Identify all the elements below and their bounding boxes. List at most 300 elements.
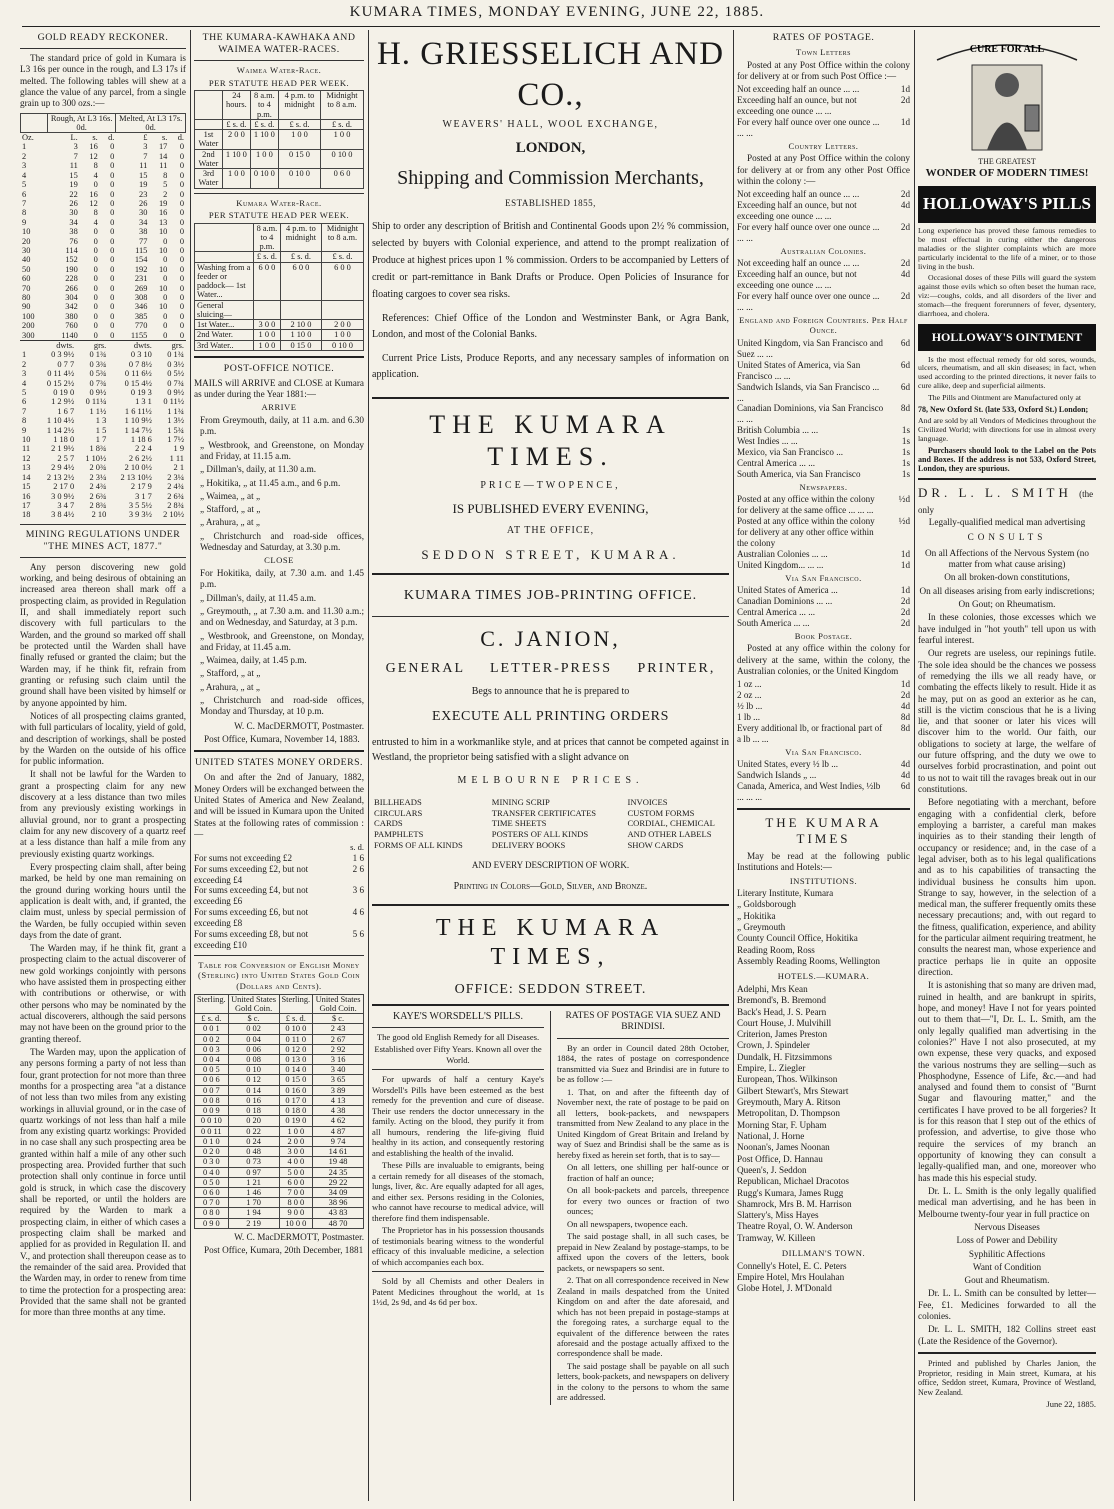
table-cell: 12 bbox=[89, 151, 98, 161]
institution-item: Assembly Reading Rooms, Wellington bbox=[737, 956, 881, 967]
close-list bbox=[194, 568, 364, 718]
kaye-pills-subtitle: The good old English Remedy for all Diseases. bbox=[376, 1031, 540, 1042]
table-cell: 0 bbox=[93, 227, 98, 237]
griesselich-references: References: Chief Office of the London and Westminster Bank, or Agra Bank, London, and most of the Colonial Banks. bbox=[372, 312, 729, 340]
table-cell: 0 bbox=[163, 321, 168, 331]
table-cell: 1 3½ bbox=[167, 416, 184, 426]
table-cell: 9 bbox=[22, 217, 27, 227]
table-cell: 4 62 bbox=[313, 1116, 364, 1126]
table-cell: 0 19 3 bbox=[130, 388, 152, 398]
table-cell: 2 1 bbox=[173, 463, 184, 473]
via-san-francisco-heading: Via San Francisco. bbox=[785, 572, 862, 583]
hotel-item: Shamrock, Mrs B. M. Harrison bbox=[737, 1198, 852, 1209]
mining-paragraph: The Warden may, upon the application of any persons forming a party of not less than four, grant protection for not more than three months for a prospecting area "at a distance of not less than two miles from any existing workings in alluvial ground, or in the case of quartz workings of not less than half a mile from any existing quartz workings: Provided in no case shall any such prospecting area be granted within half a mile of any other such prospecting area. Provided further that such protection shall only continue in force until gold is struck, in which case the discovery shall be reported, or until the holders are required by the Warden to mark a prospecting claim, in either of which cases a prospecting claim shall be marked and applied for as provided in Regulation II. and V., and protection shall thereupon cease as to the remainder of the said area. Provided that the Warden may, in order to renew from time to time the protection for a prospecting area: Provided that the same shall not be granted for more than three months at any time. bbox=[20, 1046, 186, 1318]
table-cell: 0 16 0 bbox=[279, 1085, 313, 1095]
town-letters-intro: Posted at any Post Office within the colony for delivery at or from such Post Office :— bbox=[737, 59, 910, 81]
rate-label: For sums not exceeding £2 bbox=[194, 852, 292, 863]
table-row bbox=[195, 1054, 364, 1064]
table-cell: 10 bbox=[22, 435, 31, 445]
money-orders-title: UNITED STATES MONEY ORDERS. bbox=[194, 757, 363, 769]
greatest-text: THE GREATEST bbox=[978, 157, 1036, 166]
table-cell: 192 bbox=[134, 264, 148, 274]
table-cell: 1 0 0 bbox=[321, 330, 363, 340]
table-cell: 4 bbox=[93, 217, 98, 227]
holloway-ointment-banner: HOLLOWAY'S OINTMENT bbox=[918, 324, 1096, 351]
book-postage-heading: Book Postage. bbox=[794, 630, 853, 641]
table-cell: 0 02 bbox=[228, 1024, 279, 1034]
rate-value: 4 6 bbox=[352, 907, 364, 918]
table-cell: 0 bbox=[179, 255, 184, 265]
rate-value: 8d bbox=[900, 712, 910, 723]
table-row bbox=[195, 1157, 364, 1167]
rate-value: 2d bbox=[900, 690, 910, 701]
column-advertisements bbox=[372, 30, 729, 1501]
suez-title: RATES OF POSTAGE VIA SUEZ AND BRINDISI. bbox=[565, 1010, 721, 1033]
table-cell: 7 bbox=[143, 151, 148, 161]
table-row bbox=[20, 416, 186, 425]
table-cell: 77 bbox=[139, 236, 148, 246]
table-cell: 0 16 bbox=[228, 1095, 279, 1105]
table-row bbox=[20, 293, 186, 302]
table-cell: 0 bbox=[93, 274, 98, 284]
table-row bbox=[20, 463, 186, 472]
money-orders-intro: On and after the 2nd of January, 1882, Money Orders will be exchanged between the United States of America and New Zealand, and will be issued in Kumara upon the United States at the following rates of commission :— bbox=[194, 772, 364, 839]
table-cell: 1 14 7½ bbox=[124, 425, 152, 435]
table-cell: 3 89 bbox=[313, 1085, 364, 1095]
hotel-item: National, J. Horne bbox=[737, 1130, 805, 1141]
table-cell: 10 bbox=[22, 227, 31, 237]
rate-value: 6d bbox=[900, 781, 910, 792]
table-cell: 0 2 0 bbox=[195, 1147, 229, 1157]
kumara-times-office: OFFICE: SEDDON STREET. bbox=[454, 981, 647, 997]
rate-value: 2d bbox=[900, 607, 910, 618]
table-cell: 0 10 0 bbox=[321, 149, 364, 168]
table-cell: 0 bbox=[179, 189, 184, 199]
table-row bbox=[195, 1126, 364, 1136]
table-row bbox=[194, 853, 364, 864]
hotel-item: Morning Star, F. Upham bbox=[737, 1119, 827, 1130]
rate-label: Exceeding half an ounce, but not exceeding one ounce ... ... bbox=[737, 200, 857, 222]
smith-text: Dr. L. L. Smith can be consulted by letter—Fee, £1. Medicines forwarded to all the colonies. bbox=[918, 1288, 1096, 1322]
table-cell: 2 8¾ bbox=[89, 500, 107, 510]
table-cell: 22 bbox=[69, 189, 78, 199]
table-cell: 2 0 0 bbox=[321, 320, 363, 330]
table-cell: 190 bbox=[65, 264, 78, 274]
table-cell: 11 bbox=[69, 161, 78, 171]
table-row bbox=[20, 312, 186, 321]
table-cell: 0 7 0 bbox=[195, 1198, 229, 1208]
treatment-item: Want of Condition bbox=[972, 1261, 1042, 1272]
table-cell: 0 0 11 bbox=[195, 1126, 229, 1136]
table-cell: 1140 bbox=[61, 330, 78, 340]
table-cell: 8 bbox=[93, 161, 98, 171]
table-cell: 19 48 bbox=[313, 1157, 364, 1167]
table-cell: 6 bbox=[22, 397, 27, 407]
rate-label: United States, every ½ lb ... bbox=[737, 759, 839, 770]
mail-arrive-line: „ Hokitika, „ at 11.45 a.m., and 6 p.m. bbox=[200, 477, 341, 488]
gold-dwt-table bbox=[20, 340, 186, 520]
table-cell: 1 46 bbox=[228, 1188, 279, 1198]
consult-item: On all Affections of the Nervous System (no matter from what cause arising) bbox=[925, 547, 1089, 570]
table-cell: 1 bbox=[22, 350, 27, 360]
australian-colonies-heading: Australian Colonies. bbox=[780, 245, 867, 256]
table-row bbox=[20, 350, 186, 359]
printing-item: DELIVERY BOOKS bbox=[491, 839, 566, 850]
table-cell: 0 bbox=[93, 245, 98, 255]
table-cell: 1 0 0 bbox=[253, 330, 280, 340]
via-san-francisco-heading-2: Via San Francisco. bbox=[785, 746, 862, 757]
table-cell: 3 bbox=[22, 161, 27, 171]
table-cell: 2 0 0 bbox=[279, 1136, 313, 1146]
table-cell: £ s. d. bbox=[321, 119, 364, 129]
table-cell: 0 bbox=[163, 255, 168, 265]
rate-label: South America ... ... bbox=[737, 617, 810, 628]
suez-text: The said postage shall, in all such cases, be prepaid in New Zealand by postage-stamps, to be affixed upon the covers of the letters, book packets, or newspapers so sent. bbox=[557, 1231, 729, 1273]
table-cell: 2 3¼ bbox=[167, 472, 184, 482]
table-cell: 0 6 0 bbox=[321, 169, 364, 188]
table-cell: 0 bbox=[110, 227, 115, 237]
table-row bbox=[20, 227, 186, 236]
smith-text: It is astonishing that so many are driven mad, ruined in health, and are bankrupt in spirits, hope, and money! Have I not for years pointed out to them that—"I, Dr. L. L. Smith, am the only legally qualified man advertising in the colonies?" Have I not also prosecuted, at my own expense, these very quacks, and exposed the various nostrums they are selling—such as Phosphodyne, Essence of Life, &c.—and had analysed and found them to consist of "Burnt Sugar and flavouring matter," and the certificates I have proved to be all forgeries? It is for this reason that I step out of the ethics of profession, and advertise, to give those who require the services of my branch an opportunity of knowing they can consult a legally-qualified man, and one, moreover who has made this his especial study. bbox=[918, 980, 1096, 1183]
table-cell: 0 bbox=[110, 208, 115, 218]
table-cell: 0 bbox=[179, 227, 184, 237]
kumara-times-title-2: THE KUMARA TIMES, bbox=[435, 914, 666, 971]
table-cell: 1 70 bbox=[228, 1198, 279, 1208]
table-cell: 2nd Water bbox=[195, 149, 223, 168]
treatment-item: Loss of Power and Debility bbox=[956, 1235, 1058, 1246]
table-cell: 0 73 bbox=[228, 1157, 279, 1167]
table-row bbox=[195, 262, 364, 300]
table-cell: 2 6 2½ bbox=[128, 453, 152, 463]
hotel-item: Connelly's Hotel, E. C. Peters bbox=[737, 1260, 847, 1271]
column-divider bbox=[914, 30, 915, 1501]
rate-value: 2d bbox=[900, 596, 910, 607]
table-cell: 2 4¾ bbox=[167, 482, 184, 492]
dillmans-heading: DILLMAN'S TOWN. bbox=[781, 1248, 866, 1259]
table-cell: 50 bbox=[22, 264, 31, 274]
cure-for-all-seal bbox=[927, 30, 1087, 155]
table-cell: 2 0¾ bbox=[89, 463, 107, 473]
table-row bbox=[737, 781, 910, 803]
table-cell: 29 22 bbox=[313, 1177, 364, 1187]
smith-text: Before negotiating with a merchant, before engaging with a confidential clerk, before employing a barrister, a careful man makes inquiries as to their standing their length of occupancy or residence; and, in the case of a legal adviser, both as to his legal qualifications and as to his capabilities of transacting the individual business he consults him upon. Strange to say, however, in the selection of a medical man, the sufferer frequently omits these necessary precautions; and, with out regard to the fitness, qualification, experience, and ability for the particular ailment requiring treatment, he consults the nearest man, whose experience and practice perhaps lie in quite an opposite direction. bbox=[918, 797, 1096, 978]
hotel-item: Post Office, D. Hannau bbox=[737, 1153, 823, 1164]
table-cell: 3 5 5½ bbox=[128, 500, 152, 510]
table-row bbox=[737, 560, 910, 571]
rate-value: 1s bbox=[901, 447, 910, 458]
holloway-pills-text: Long experience has proved these famous remedies to be most effectual in curing either the dangerous maladies or the slighter complaints which are more particularly incidental to the life of a miner, or to those living in the bush. bbox=[918, 226, 1096, 272]
rate-label: Sandwich Islands, via San Francisco ... ... bbox=[737, 381, 880, 403]
table-cell: 0 14 bbox=[228, 1085, 279, 1095]
table-header bbox=[195, 223, 254, 252]
kumara-times-price: PRICE—TWOPENCE, bbox=[480, 480, 621, 492]
printing-item: AND OTHER LABELS bbox=[627, 829, 712, 840]
table-cell: 266 bbox=[65, 283, 78, 293]
table-cell: 0 19 0 bbox=[279, 1116, 313, 1126]
table-cell: 0 bbox=[179, 311, 184, 321]
table-cell: 14 bbox=[158, 151, 168, 161]
table-cell: 0 bbox=[110, 245, 115, 255]
table-row bbox=[737, 222, 910, 244]
table-cell: 0 15 0 bbox=[280, 340, 321, 350]
mining-paragraph: Any person discovering new gold working, and being desirous of obtaining an increased area thereon shall mark off a prospecting claim, as provided in Regulation II, and shall immediately report such discovery with full particulars to the Warden, and the ground so marked off shall be protected until the Warden shall have finally refused or granted the claim; but the Warden may, if he think fit, refrain from granting or refusing such claim until the ground shall have been visited by himself or by anyone appointed by him. bbox=[20, 561, 186, 708]
kaye-pills-text: These Pills are invaluable to emigrants, being a certain remedy for all diseases of the stomach, lungs, liver, &c. Are equally adapted for all ages, and either sex. Persons residing in the Colonies, who cannot have recourse to medical advice, will therefore find them indispensable. bbox=[372, 1160, 544, 1223]
printing-item: CORDIAL, CHEMICAL bbox=[627, 818, 715, 829]
treatment-item: Nervous Diseases bbox=[974, 1221, 1040, 1232]
table-cell: 0 bbox=[163, 292, 168, 302]
table-cell: 4 0 0 bbox=[279, 1157, 313, 1167]
table-cell: 0 1¾ bbox=[89, 350, 107, 360]
griesselich-body: Ship to order any description of British and Continental Goods upon 2½ % commission, selected by buyers with Colonial experience, and attend to the prompt realization of Produce at highest prices upon 1 % commission. Orders to be accompanied by Letters of credit or part-remittance in Bank Drafts or Produce. Open Policies of Insurance for floating cargoes to cover sea risks. bbox=[372, 220, 729, 300]
table-cell: $ c. bbox=[313, 1014, 364, 1024]
table-cell: 76 bbox=[69, 236, 78, 246]
table-row bbox=[195, 130, 364, 149]
table-cell: 38 bbox=[69, 227, 78, 237]
table-cell: £ s. d. bbox=[250, 119, 278, 129]
mining-paragraph: It shall not be lawful for the Warden to grant a prospecting claim for any new discovery at a less distance than two miles from any previously existing workings in alluvial ground, nor to grant a prospecting claim for any new discovery of a quartz reef at a less distance than half a mile from any previously existing quartz workings. bbox=[20, 769, 186, 859]
dr-smith-name-text: DR. L. L. SMITH bbox=[918, 485, 1072, 501]
printing-colors: Printing in Colors—Gold, Silver, and Bronze. bbox=[453, 881, 648, 893]
rate-label: Central America ... ... bbox=[737, 607, 816, 618]
table-cell: 0 7¾ bbox=[167, 378, 184, 388]
printing-item: FORMS OF ALL KINDS bbox=[374, 839, 463, 850]
table-cell: 115 bbox=[135, 245, 148, 255]
printing-item: POSTERS OF ALL KINDS bbox=[491, 829, 589, 840]
table-cell: 0 bbox=[179, 264, 184, 274]
table-cell: 1 5¾ bbox=[167, 425, 184, 435]
table-cell: 231 bbox=[134, 274, 148, 284]
table-header: dwts. bbox=[56, 341, 75, 351]
table-row bbox=[195, 1198, 364, 1208]
table-cell: 0 bbox=[110, 170, 115, 180]
table-cell: 2 17 9 bbox=[130, 482, 152, 492]
dr-smith-advertising: Legally-qualified medical man advertising bbox=[928, 517, 1086, 528]
san-francisco-rates bbox=[737, 585, 910, 629]
table-cell: 1 10 4½ bbox=[46, 416, 75, 426]
table-cell: 1 0 0 bbox=[222, 169, 250, 188]
table-row bbox=[195, 1136, 364, 1146]
table-cell: 380 bbox=[65, 311, 78, 321]
table-cell: 0 bbox=[110, 151, 115, 161]
rate-value: 5 6 bbox=[352, 929, 364, 940]
book-postage-rates bbox=[737, 679, 910, 723]
mining-paragraph: Every prospecting claim shall, after being marked, be held by one man remaining on the ground during working hours until the application is dealt with, and, if granted, the claim must, unless by special permission of the Warden, be fully occupied within seven days from the date of grant. bbox=[20, 861, 186, 940]
table-cell: 0 bbox=[110, 274, 115, 284]
printing-item: CARDS bbox=[374, 818, 403, 829]
table-cell: 3 4 7 bbox=[57, 500, 75, 510]
table-row bbox=[20, 407, 186, 416]
rate-label: 2 oz ... bbox=[737, 690, 762, 701]
table-row bbox=[194, 929, 364, 951]
table-cell: 0 14 0 bbox=[279, 1065, 313, 1075]
table-header: 24 hours. bbox=[222, 91, 250, 120]
table-row bbox=[20, 246, 186, 255]
institution-item: Reading Room, Ross bbox=[737, 944, 815, 955]
kumara-race-table bbox=[194, 223, 364, 351]
table-row bbox=[737, 425, 910, 436]
table-cell: 9 bbox=[22, 425, 27, 435]
table-cell: 1 10 0 bbox=[280, 330, 321, 340]
table-cell: 6 bbox=[22, 189, 27, 199]
holloway-pills-text2: Occasional doses of these Pills will guard the system against those evils which so often beset the human race, viz:—coughs, colds, and all disorders of the liver and stomach—the frequent forerunners of fever, dysentery, diarrhoea, and cholera. bbox=[918, 273, 1096, 318]
kumara-times-title: THE KUMARA TIMES. bbox=[429, 409, 672, 471]
hotels-list bbox=[737, 984, 910, 1244]
table-cell: General sluicing— bbox=[195, 300, 254, 319]
mail-arrive-line: „ Waimea, „ at „ bbox=[200, 490, 261, 501]
gold-oz-table: Oz. L. s. d. £ s. d. 1 3 16 0 3 17 0 2 7 12 0 7 14 0 3 11 8 0 11 11 0 4 15 4 0 15 8 0 5 19 0 0 19 5 0 6 22 16 0 23 2 0 7 26 12 0 26 19 0 8 30 8 0 30 16 0 9 34 4 0 34 13 0 10 38 0 0 38 10 0 20 76 0 0 77 0 0 30 114 0 0 115 10 0 40 152 0 0 154 0 0 50 190 0 0 192 10 0 60 228 0 0 231 0 0 70 266 0 0 269 10 0 80 304 0 0 308 0 0 90 342 0 0 346 10 0 100 380 0 0 385 0 0 200 760 0 0 770 0 0 300 1140 0 0 1155 0 0 bbox=[22, 133, 184, 340]
mining-regulations-title: MINING REGULATIONS UNDER "THE MINES ACT, 1877." bbox=[25, 528, 181, 552]
table-cell: 0 10 0 bbox=[321, 340, 363, 350]
table-row bbox=[737, 291, 910, 313]
table-cell: 0 15 4½ bbox=[124, 378, 152, 388]
mail-arrive-line: From Greymouth, daily, at 11 a.m. and 6.30 p.m. bbox=[200, 414, 364, 437]
kumara-times-read-title: THE KUMARA TIMES bbox=[765, 815, 882, 846]
table-row bbox=[195, 340, 364, 350]
rate-value: 1s bbox=[901, 436, 910, 447]
job-printing-title: KUMARA TIMES JOB-PRINTING OFFICE. bbox=[403, 588, 698, 604]
table-cell: 11 bbox=[159, 161, 168, 171]
suez-rate: On all book-packets and parcels, threepence for every two ounces or fraction of two ounces; bbox=[567, 1185, 729, 1217]
table-cell: 70 bbox=[22, 283, 31, 293]
manufactured-text: The Pills and Ointment are Manufactured only at bbox=[928, 393, 1082, 403]
table-row bbox=[20, 492, 186, 501]
table-cell: 0 1 0 bbox=[195, 1136, 229, 1146]
mail-arrive-line: „ Westbrook, and Greenstone, on Monday and Friday, at 11.15 a.m. bbox=[200, 439, 364, 461]
table-cell: 19 bbox=[139, 180, 148, 190]
table-cell: 2 5 7 bbox=[57, 453, 75, 463]
table-header: Sterling. bbox=[195, 994, 229, 1013]
table-cell: 0 15 0 bbox=[278, 149, 320, 168]
table-cell: 13 bbox=[158, 217, 168, 227]
table-cell: 5 bbox=[22, 180, 27, 190]
table-cell: 19 bbox=[69, 180, 78, 190]
printing-item: PAMPHLETS bbox=[374, 829, 424, 840]
consult-item: On all diseases arising from early indiscretions; bbox=[919, 585, 1095, 596]
table-cell: 0 11 4½ bbox=[47, 369, 75, 379]
conversion-table bbox=[194, 994, 364, 1229]
table-cell bbox=[20, 341, 36, 351]
table-row bbox=[737, 189, 910, 200]
table-cell: 3 bbox=[73, 142, 78, 152]
table-cell bbox=[195, 119, 223, 129]
table-cell: 1 0 0 bbox=[250, 149, 278, 168]
rate-label: United Kingdom... ... ... bbox=[737, 559, 824, 570]
rate-value: 1d bbox=[900, 559, 910, 570]
manufactured-address: 78, New Oxford St. (late 533, Oxford St.) London; bbox=[918, 404, 1089, 414]
kaye-pills-text: The Proprietor has in his possession thousands of testimonials bearing witness to the wonderful efficacy of this invaluable medicine, a selection of which accompanies each box. bbox=[372, 1225, 544, 1267]
table-cell: 0 bbox=[179, 161, 184, 171]
table-cell: 0 bbox=[179, 236, 184, 246]
postmaster-signature-2: W. C. MacDERMOTT, Postmaster. bbox=[234, 1231, 364, 1242]
mail-close-line: „ Christchurch and road-side offices, Monday and Thursday, at 10 p.m. bbox=[200, 695, 364, 717]
table-cell: 2 10 0½ bbox=[124, 463, 152, 473]
country-letters-rates bbox=[737, 189, 910, 244]
table-cell: 0 bbox=[110, 217, 115, 227]
table-row bbox=[737, 679, 910, 690]
rate-label: For every half ounce over one ounce ... ... ... bbox=[737, 291, 880, 312]
table-cell: £ s. d. bbox=[195, 1014, 229, 1024]
table-cell: 2 67 bbox=[313, 1034, 364, 1044]
janion-name: C. JANION, bbox=[480, 626, 621, 652]
table-cell: 3 40 bbox=[313, 1065, 364, 1075]
rate-value: 1s bbox=[901, 468, 910, 479]
table-row bbox=[20, 379, 186, 388]
table-row bbox=[737, 712, 910, 723]
table-cell: 4 13 bbox=[313, 1095, 364, 1105]
table-cell: 14 bbox=[22, 472, 31, 482]
table-cell: 2 2 4 bbox=[135, 444, 152, 454]
mining-paragraph: Notices of all prospecting claims granted, with full particulars of locality, yield of gold, and description of workings, shall be posted by the Warden on the outside of his office for public information. bbox=[20, 710, 186, 767]
suez-rate: On all letters, one shilling per half-ounce or fraction of half an ounce; bbox=[567, 1162, 729, 1183]
janion-begs: Begs to announce that he is prepared to bbox=[471, 685, 630, 697]
rate-label: Not exceeding half an ounce ... ... bbox=[737, 258, 860, 269]
table-cell: 1 8¾ bbox=[89, 444, 107, 454]
rate-label: Central America ... ... bbox=[737, 457, 816, 468]
table-cell: 0 08 bbox=[228, 1054, 279, 1064]
mail-arrive-line: „ Dillman's, daily, at 11.30 a.m. bbox=[200, 464, 317, 475]
table-cell: 2 13 2½ bbox=[46, 472, 75, 482]
rate-label: Every additional lb, or fractional part of a lb ... ... bbox=[737, 723, 883, 744]
rate-value: 6d bbox=[900, 381, 910, 392]
griesselich-established: ESTABLISHED 1855, bbox=[505, 198, 596, 209]
rate-value: 4d bbox=[900, 770, 910, 781]
table-row bbox=[20, 190, 186, 199]
conversion-place: Post Office, Kumara, 20th December, 1881 bbox=[204, 1245, 364, 1256]
table-header: 8 a.m. to 4 p.m. bbox=[250, 91, 278, 120]
table-cell: 0 24 bbox=[228, 1136, 279, 1146]
smith-text: Dr. L. L. Smith is the only legally qualified medical man advertising, and he has been in Melbourne twenty-four year in full practice on bbox=[918, 1185, 1096, 1219]
rate-value: 1 6 bbox=[352, 852, 364, 863]
table-cell: 3 65 bbox=[313, 1075, 364, 1085]
table-cell: 6 0 0 bbox=[321, 262, 363, 300]
table-row bbox=[737, 585, 910, 596]
table-cell: 0 0 3 bbox=[195, 1044, 229, 1054]
table-cell: 0 bbox=[110, 189, 115, 199]
consult-item: On all broken-down constitutions, bbox=[944, 572, 1070, 583]
table-cell: 0 10 0 bbox=[250, 169, 278, 188]
printing-item: CIRCULARS bbox=[374, 807, 423, 818]
table-cell: 2 bbox=[22, 151, 27, 161]
table-cell: 0 3 9½ bbox=[51, 350, 75, 360]
rate-value: 1d bbox=[900, 84, 910, 95]
griesselich-address: WEAVERS' HALL, WOOL EXCHANGE, bbox=[442, 119, 659, 131]
table-cell: 4 bbox=[22, 378, 27, 388]
table-row bbox=[195, 91, 364, 120]
mining-paragraph: The Warden may, if he think fit, grant a prospecting claim to the actual discoverer of new gold workings conjointly with persons who have assisted them in prospecting either with contributions or otherwise, or with other persons who may be nominated by the actual discoverers, although the said persons may not have been on the ground prior to the granting thereof. bbox=[20, 943, 186, 1044]
sold-text: And are sold by all Vendors of Medicines throughout the Civilized World; with directions for use in almost every language. bbox=[918, 415, 1096, 443]
waimea-table bbox=[194, 90, 364, 188]
rate-value: 2 6 bbox=[352, 863, 364, 874]
table-row bbox=[195, 1147, 364, 1157]
table-cell: 1 3 1 bbox=[135, 397, 152, 407]
table-cell: 0 15 2½ bbox=[46, 378, 75, 388]
griesselich-business: Shipping and Commission Merchants, bbox=[397, 166, 704, 189]
mail-arrive-line: „ Stafford, „ at „ bbox=[200, 504, 261, 515]
table-cell: 3 0 0 bbox=[253, 320, 280, 330]
suez-text: The said postage shall be payable on all such letters, book-packets, and newspapers on delivery in the colony to the persons to whom the same are addressed. bbox=[557, 1360, 729, 1403]
rate-value: 4d bbox=[900, 200, 910, 211]
table-row bbox=[195, 1208, 364, 1218]
table-cell: 10 bbox=[158, 227, 168, 237]
newspapers-heading: Newspapers. bbox=[799, 481, 848, 492]
table-cell: 0 0 10 bbox=[195, 1116, 229, 1126]
table-row bbox=[20, 321, 186, 330]
table-cell: 7 0 0 bbox=[279, 1188, 313, 1198]
hotel-item: Court House, J. Mulvihill bbox=[737, 1017, 832, 1028]
table-cell: 8 bbox=[22, 208, 27, 218]
hotel-item: Republican, Michael Dracotos bbox=[737, 1176, 849, 1187]
table-row bbox=[737, 690, 910, 701]
